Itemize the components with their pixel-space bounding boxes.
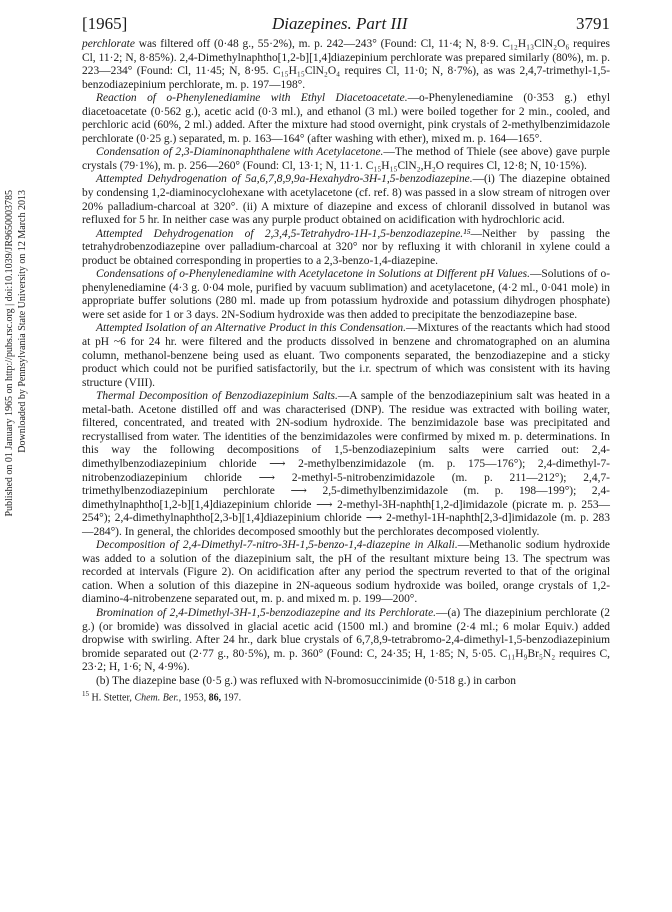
paragraph-lead: Condensation of 2,3-Diaminonaphthalene with Acetylacetone. bbox=[96, 146, 384, 159]
paragraph bbox=[82, 228, 610, 269]
footnote-authors: H. Stetter, bbox=[91, 692, 132, 704]
paragraph-lead: Bromination of 2,4-Dimethyl-3H-1,5-benzodiazepine and its Perchlorate. bbox=[96, 606, 437, 619]
paragraph-text: —Neither by passing the tetrahydrobenzodiazepine over palladium-charcoal at 320° nor by refluxing it with chloranil in xylene could a product be obtained corresponding in properties to a 2,3-benzo-1,4-diazepine. bbox=[82, 227, 610, 267]
paragraph bbox=[82, 173, 610, 227]
paragraph bbox=[82, 268, 610, 322]
footnote-volume: 86, bbox=[208, 692, 222, 704]
paragraph-text: —(i) The diazepine obtained by condensing 1,2-diaminocyclohexane with acetylacetone (cf. ref. 8) was passed in a slow stream of nitrogen over 20% palladium-charcoal at 320°. (ii) A mixture of diazepine and excess of chloranil dissolved in butanol was refluxed for 5 hr. In neither case was any purple product obtained on acidification with hydrochloric acid. bbox=[82, 173, 611, 227]
page-number: 3791 bbox=[576, 14, 610, 33]
paragraph-lead: Decomposition of 2,4-Dimethyl-7-nitro-3H-1,5-benzo-1,4-diazepine in Alkali. bbox=[96, 539, 458, 552]
paragraph bbox=[82, 146, 610, 173]
paragraph-lead: Reaction of o-Phenylenediamine with Ethyl Diacetoacetate. bbox=[96, 92, 408, 105]
footnote-mark: 15 bbox=[82, 690, 89, 699]
paragraph-text: —Mixtures of the reactants which had stood at pH ~6 for 24 hr. were filtered and the products dissolved in benzene and chromatographed on an alumina column, methanol-benzene being used as eluant. Two components separated, the benzodiazepine and a sticky product which could not be purified satisfactorily, but the i.r. spectrum of which was consistent with its having structure (VIII). bbox=[82, 322, 610, 389]
article-body bbox=[82, 38, 610, 705]
paragraph bbox=[82, 539, 610, 607]
paragraph-lead: perchlorate bbox=[82, 38, 135, 50]
side-watermark bbox=[4, 190, 30, 730]
paragraph-text: —Methanolic sodium hydroxide was added to a solution of the diazepinium salt, the pH of the resultant mixture being 13. The spectrum was recorded at intervals (Figure 2). On acidification after any period the spectrum reverted to that of the original cation. When a solution of this diazepine in 2N-aqueous sodium hydroxide was boiled, orange crystals of 1,2-diamino-4-nitrobenzene separated out, m. p. and mixed m. p. 199—200°. bbox=[82, 539, 610, 606]
paragraph-lead: Attempted Dehydrogenation of 5a,6,7,8,9,9a-Hexahydro-3H-1,5-benzodiazepine. bbox=[96, 173, 473, 186]
paragraph-text: —A sample of the benzodiazepinium salt was heated in a metal-bath. Acetone distilled off and was characterised (DNP). The residue was extracted with boiling water, filtered, concentrated, and treated with 2N-sodium hydroxide. The benzimidazole base was precipitated and recrystallised from water. The identities of the benzimidazoles were confirmed by mixed m. p. determinations. In this way the following decompositions of 1,5-benzodiazepinium salts were carried out: 2,4-dimethylbenzodiazepinium chloride ⟶ 2-methylbenzimidazole (m. p. 175—176°); 2,4-dimethyl-7-nitrobenzodiazepinium chloride ⟶ 2-methyl-5-nitrobenzimidazole (m. p. 211—212°); 2,4,7-trimethylbenzodiazepinium perchlorate ⟶ 2,5-dimethylbenzimidazole (m. p. 198—199°); 2,4-dimethylnaphtho[1,2-b][1,4]diazepinium chloride ⟶ 2-methyl-3H-naphth[1,2-d]imidazole (picrate m. p. 253—254°); 2,4-dimethylnaphtho[2,3-b][1,4]diazepinium chloride ⟶ 2-methyl-1H-naphth[2,3-d]imidazole (m. p. 283—284°). In general, the chlorides decomposed smoothly but the perchlorates decomposed violently. bbox=[82, 390, 610, 538]
header-year: [1965] bbox=[82, 14, 128, 33]
paragraph-lead: Attempted Isolation of an Alternative Product in this Condensation. bbox=[96, 322, 407, 335]
header-title: Diazepines. Part III bbox=[272, 14, 408, 33]
paragraph bbox=[82, 390, 610, 539]
paragraph-lead: Attempted Dehydrogenation of 2,3,4,5-Tetrahydro-1H-1,5-benzodiazepine.¹⁵ bbox=[96, 227, 471, 240]
paragraph bbox=[82, 38, 610, 92]
footnote-year: 1953, bbox=[183, 692, 207, 704]
paragraph-text: —Solutions of o-phenylenediamine (4·3 g. 0·04 mole, purified by vacuum sublimation) and acetylacetone, (4·2 ml., 0·041 mole) in appropriate buffer solutions (280 ml. made up from potassium hydroxide and potassium dihydrogen phosphate) were set aside for 1 or 3 days. 2N-Sodium hydroxide was then added to precipitate the benzodiazepine base. bbox=[82, 268, 610, 321]
paragraph-lead: Thermal Decomposition of Benzodiazepinium Salts. bbox=[96, 390, 338, 403]
paragraph-text: —The method of Thiele (see above) gave purple crystals (79·1%), m. p. 256—260° (Found: Cl, 13·1; N, 11·1. C₁₅H₁₅ClN₂,H₂O requires Cl, 12·8; N, 10·15%). bbox=[82, 146, 610, 172]
paragraph-text: —o-Phenylenediamine (0·353 g.) ethyl diacetoacetate (0·562 g.), acetic acid (0·3 ml.), and ethanol (3 ml.) were boiled together for 2 min., cooled, and perchloric acid (60%, 2 ml.) added. After the mixture had stood overnight, pink crystals of 2-methylbenzimidazole perchlorate (0·25 g.) separated, m. p. 163—164° (after washing with ether), mixed m. p. 164—165°. bbox=[82, 92, 611, 145]
paragraph-text: —(a) The diazepinium perchlorate (2 g.) (or bromide) was dissolved in glacial acetic acid (1500 ml.) and bromine (2·4 ml.; 6 molar Equiv.) added dropwise with swirling. After 24 hr., dark blue crystals of 6,7,8,9-tetrabromo-2,4-dimethyl-1,5-benzodiazepinium bromide separated out (2·77 g., 80·5%), m. p. 360° (Found: C, 24·35; H, 1·85; N, 5·05. C₁₁H₉Br₅N₂ requires C, 23·2; H, 1·6; N, 4·9%). bbox=[82, 606, 610, 674]
paragraph bbox=[82, 322, 610, 390]
running-header bbox=[82, 14, 610, 36]
paragraph-text: (b) The diazepine base (0·5 g.) was refluxed with N-bromosuccinimide (0·518 g.) in carbon bbox=[96, 674, 516, 687]
publication-notice: Published on 01 January 1965 on http://pubs.rsc.org | doi:10.1039/JR9650003785 bbox=[4, 190, 15, 517]
paragraph bbox=[82, 675, 610, 689]
paragraph bbox=[82, 92, 610, 146]
paragraph-text: was filtered off (0·48 g., 55·2%), m. p. 242—243° (Found: Cl, 11·4; N, 8·9. C₁₂H₁₃ClN₂O₆ requires Cl, 11·2; N, 8·85%). 2,4-Dimethylnaphtho[1,2-b][1,4]diazepinium perchlorate was prepared similarly (80%), m. p. 223—234° (Found: Cl, 11·45; N, 8·95. C₁₅H₁₅ClN₂O₄ requires Cl, 11·0; N, 8·7%), as was 2,4,7-trimethyl-1,5-benzodiazepinium perchlorate, m. p. 197—198°. bbox=[82, 38, 610, 91]
paragraph bbox=[82, 607, 610, 675]
footnote-journal: Chem. Ber., bbox=[134, 692, 182, 704]
download-notice: Downloaded by Pennsylvania State University on 12 March 2013 bbox=[17, 190, 28, 453]
footnote-page: 197. bbox=[223, 692, 242, 704]
paragraph-lead: Condensations of o-Phenylenediamine with Acetylacetone in Solutions at Different pH Values. bbox=[96, 268, 530, 281]
footnote bbox=[82, 688, 610, 704]
